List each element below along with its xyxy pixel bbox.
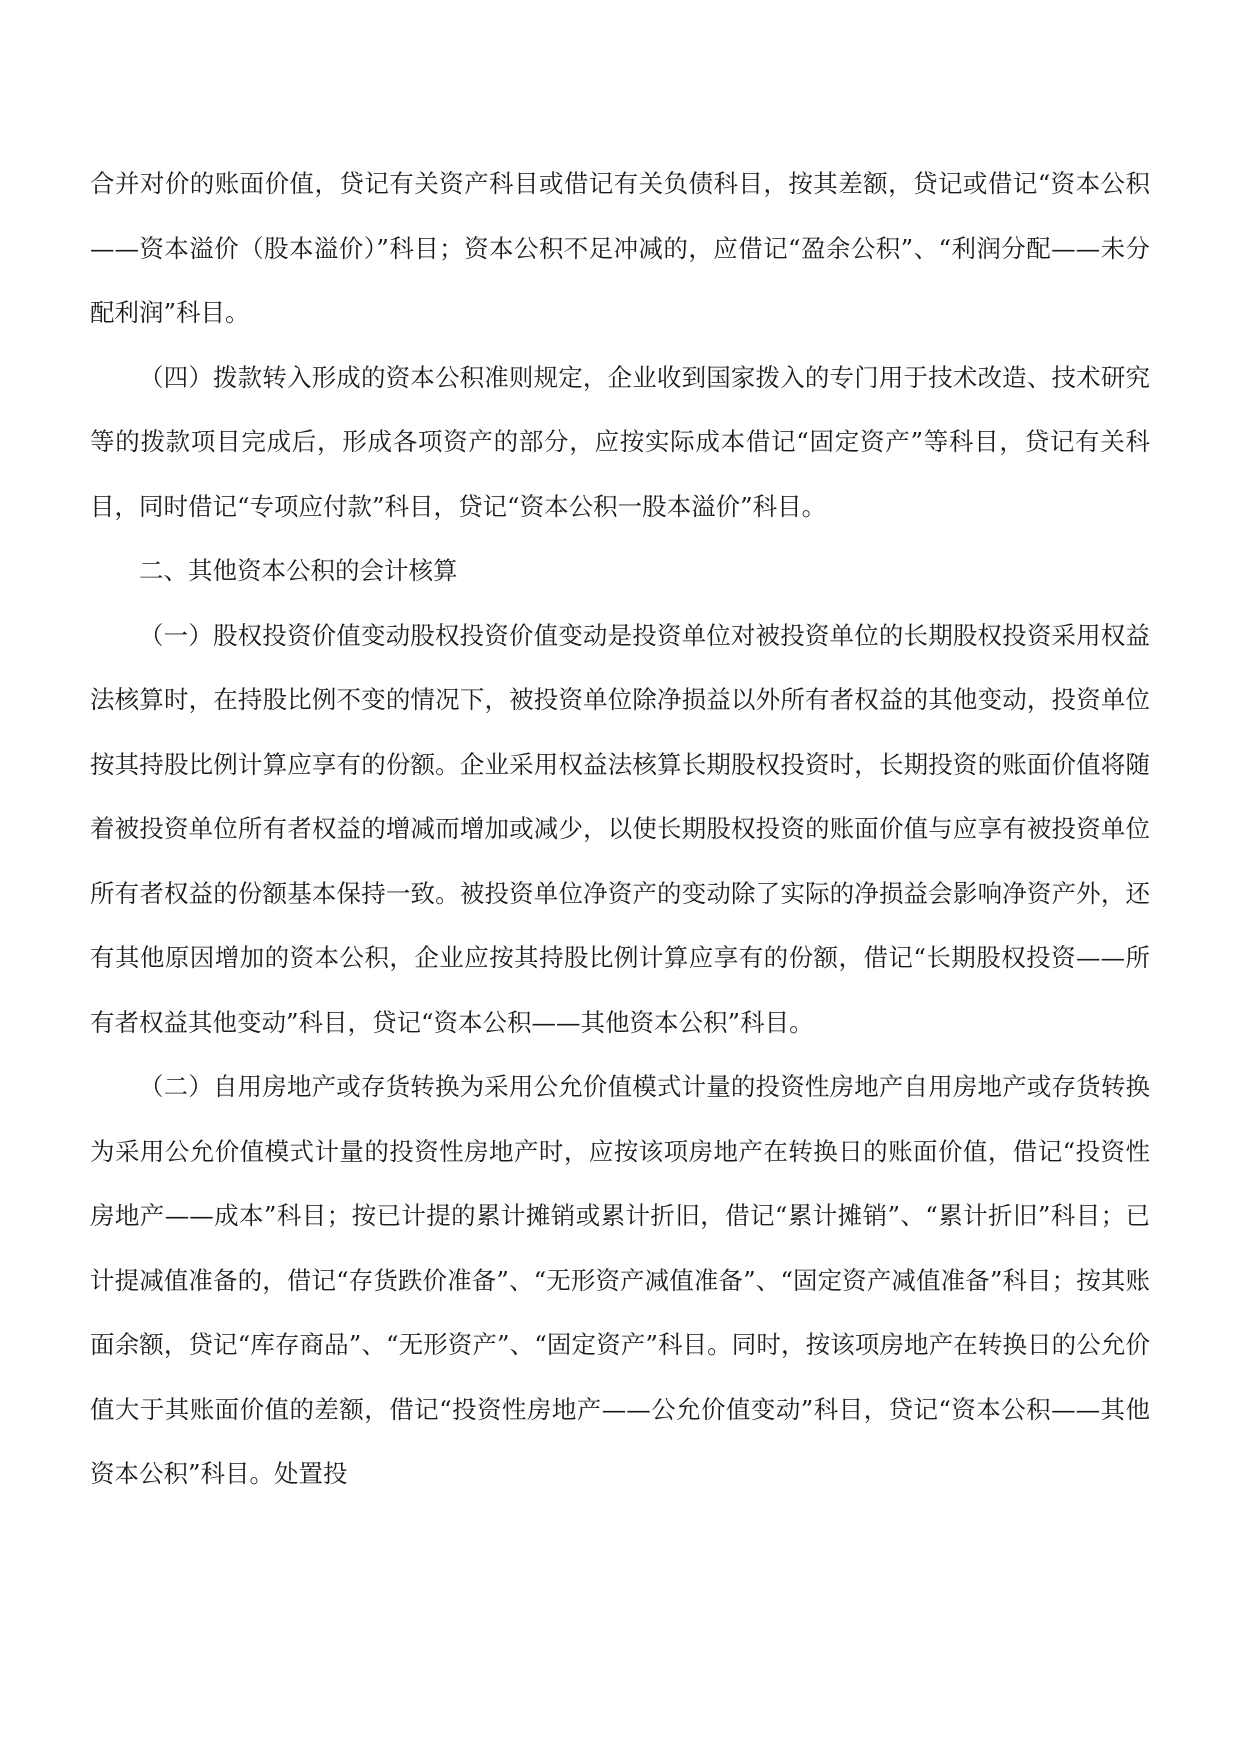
paragraph-section-4: （四）拨款转入形成的资本公积准则规定，企业收到国家拨入的专门用于技术改造、技术研究等的拨款项目完成后，形成各项资产的部分，应按实际成本借记“固定资产”等科目，贷记有关科目，同时借记“专项应付款”科目，贷记“资本公积一股本溢价”科目。	[90, 362, 1150, 521]
paragraph-section-2: （二）自用房地产或存货转换为采用公允价值模式计量的投资性房地产自用房地产或存货转换为采用公允价值模式计量的投资性房地产时，应按该项房地产在转换日的账面价值，借记“投资性房地产——成本”科目；按已计提的累计摊销或累计折旧，借记“累计摊销”、“累计折旧”科目；已计提减值准备的，借记“存货跌价准备”、“无形资产减值准备”、“固定资产减值准备”科目；按其账面余额，贷记“库存商品”、“无形资产”、“固定资产”科目。同时，按该项房地产在转换日的公允价值大于其账面价值的差额，借记“投资性房地产——公允价值变动”科目，贷记“资本公积——其他资本公积”科目。处置投	[90, 1072, 1150, 1488]
paragraph-continuation: 合并对价的账面价值，贷记有关资产科目或借记有关负债科目，按其差额，贷记或借记“资本公积——资本溢价（股本溢价）”科目；资本公积不足冲减的，应借记“盈余公积”、“利润分配——未分配利润”科目。	[90, 169, 1150, 327]
document-body	[90, 152, 1150, 1507]
paragraph-section-1: （一）股权投资价值变动股权投资价值变动是投资单位对被投资单位的长期股权投资采用权益法核算时，在持股比例不变的情况下，被投资单位除净损益以外所有者权益的其他变动，投资单位按其持股比例计算应享有的份额。企业采用权益法核算长期股权投资时，长期投资的账面价值将随着被投资单位所有者权益的增减而增加或减少，以使长期股权投资的账面价值与应享有被投资单位所有者权益的份额基本保持一致。被投资单位净资产的变动除了实际的净损益会影响净资产外，还有其他原因增加的资本公积，企业应按其持股比例计算应享有的份额，借记“长期股权投资——所有者权益其他变动”科目，贷记“资本公积——其他资本公积”科目。	[90, 620, 1150, 1037]
section-heading: 二、其他资本公积的会计核算	[139, 556, 458, 585]
